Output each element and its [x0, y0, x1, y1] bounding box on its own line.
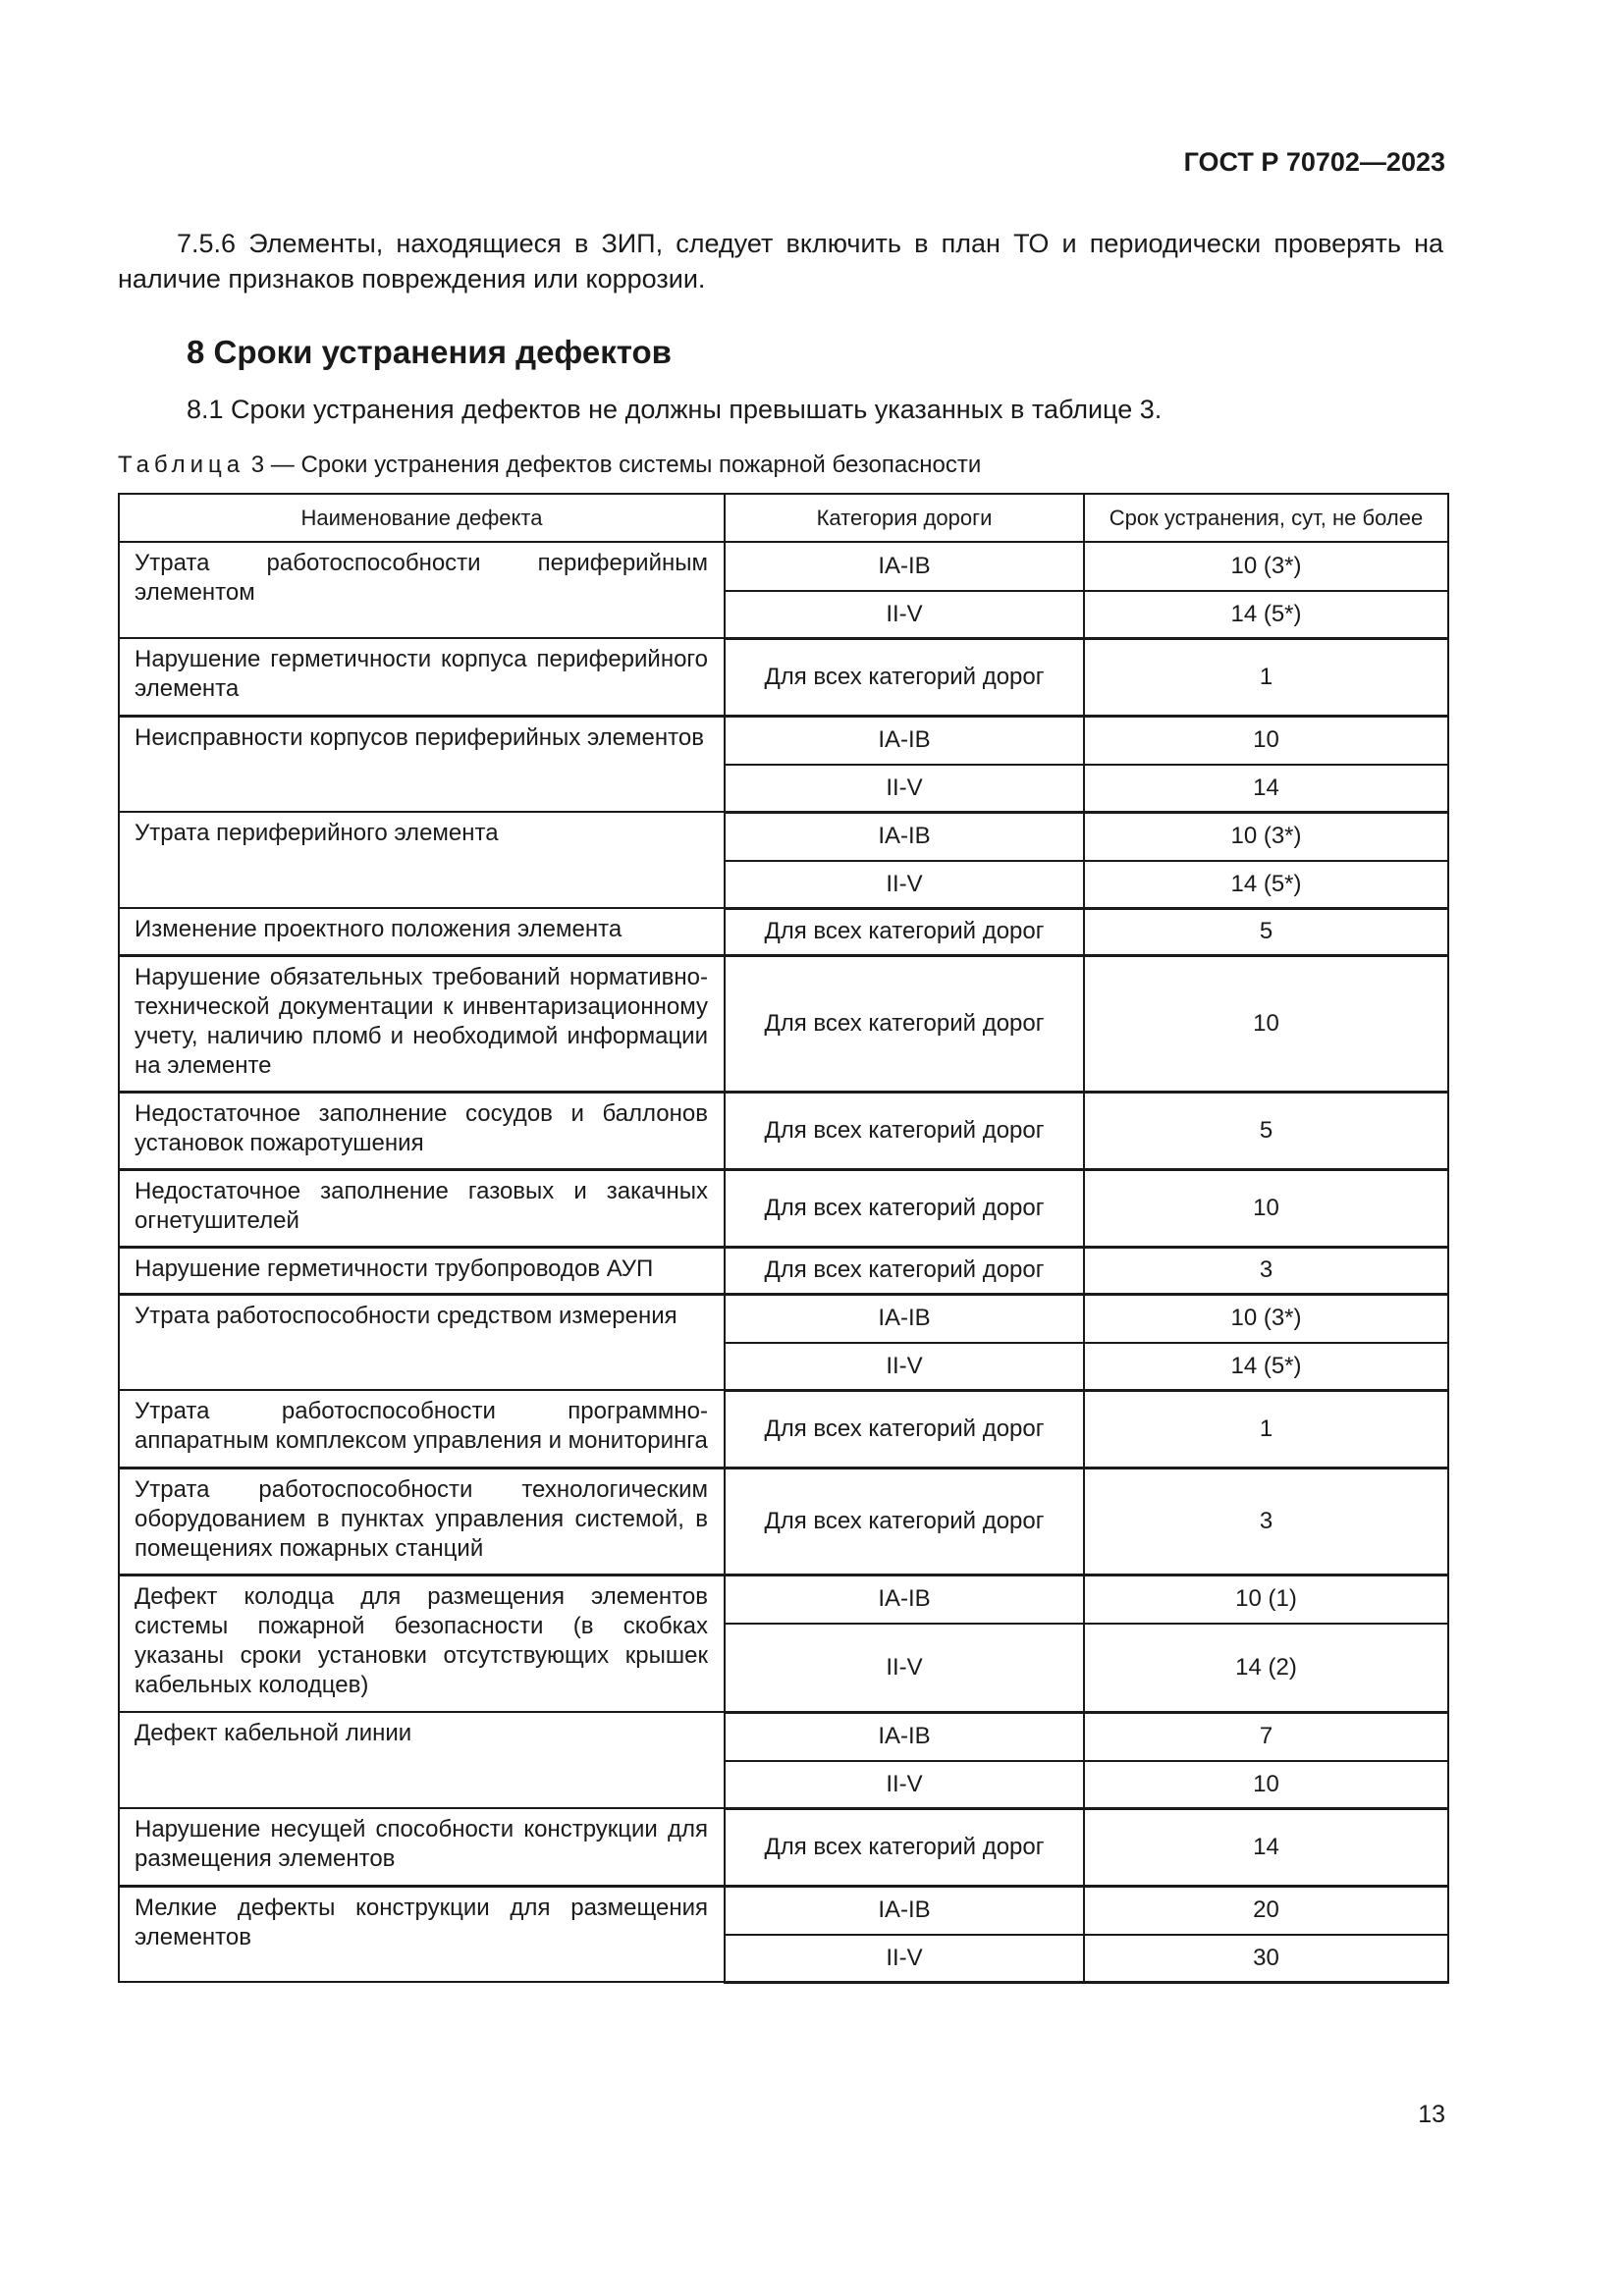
defect-name-cell: Нарушение несущей способности конструкции для размещения элементов [119, 1808, 725, 1886]
road-category-cell: IA-IB [725, 1886, 1084, 1935]
table-row [119, 1886, 1448, 1935]
defect-name-cell: Нарушение обязательных требований нормативно-технической документации к инвентаризационному учету, наличию пломб и необходимой информации на элементе [119, 955, 725, 1092]
table-row [119, 1468, 1448, 1575]
road-category-cell: Для всех категорий дорог [725, 1169, 1084, 1247]
fix-term-cell: 30 [1084, 1935, 1448, 1982]
section-title: 8 Сроки устранения дефектов [187, 334, 672, 370]
fix-term-cell: 7 [1084, 1712, 1448, 1761]
page-number: 13 [1418, 2101, 1445, 2128]
road-category-cell: Для всех категорий дорог [725, 955, 1084, 1092]
column-header-defect: Наименование дефекта [119, 494, 725, 542]
defect-name-cell: Дефект кабельной линии [119, 1712, 725, 1808]
table-row [119, 1092, 1448, 1169]
table-row [119, 1169, 1448, 1247]
fix-term-cell: 10 (1) [1084, 1575, 1448, 1624]
fix-term-cell: 3 [1084, 1468, 1448, 1575]
fix-term-cell: 10 [1084, 1761, 1448, 1808]
road-category-cell: Для всех категорий дорог [725, 908, 1084, 955]
defect-name-cell: Нарушение герметичности корпуса периферийного элемента [119, 638, 725, 716]
road-category-cell: Для всех категорий дорог [725, 1808, 1084, 1886]
fix-term-cell: 10 [1084, 1169, 1448, 1247]
table-caption-text: 3 — Сроки устранения дефектов системы пожарной безопасности [250, 452, 982, 478]
fix-term-cell: 5 [1084, 908, 1448, 955]
defect-name-cell: Дефект колодца для размещения элементов системы пожарной безопасности (в скобках указаны сроки установки отсутствующих крышек кабельных колодцев) [119, 1575, 725, 1712]
table-row [119, 638, 1448, 716]
road-category-cell: IA-IB [725, 542, 1084, 591]
fix-term-cell: 14 [1084, 1808, 1448, 1886]
table-row [119, 1390, 1448, 1468]
fix-term-cell: 10 (3*) [1084, 542, 1448, 591]
fix-term-cell: 14 (5*) [1084, 1343, 1448, 1390]
fix-term-cell: 14 [1084, 765, 1448, 812]
table-row [119, 542, 1448, 591]
defect-name-cell: Нарушение герметичности трубопроводов АУП [119, 1247, 725, 1294]
fix-term-cell: 10 [1084, 716, 1448, 765]
fix-term-cell: 20 [1084, 1886, 1448, 1935]
table-row [119, 908, 1448, 955]
fix-term-cell: 1 [1084, 1390, 1448, 1468]
fix-term-cell: 10 (3*) [1084, 1294, 1448, 1343]
table-body [119, 542, 1448, 1982]
section-paragraph: 8.1 Сроки устранения дефектов не должны превышать указанных в таблице 3. [187, 395, 1163, 424]
road-category-cell: IA-IB [725, 1712, 1084, 1761]
fix-term-cell: 14 (2) [1084, 1624, 1448, 1712]
document-code: ГОСТ Р 70702—2023 [1183, 147, 1445, 177]
table-row [119, 955, 1448, 1092]
table-row [119, 1294, 1448, 1343]
road-category-cell: IA-IB [725, 1294, 1084, 1343]
table-row [119, 1247, 1448, 1294]
intro-paragraph-text: 7.5.6 Элементы, находящиеся в ЗИП, следует включить в план ТО и периодически проверять на наличие признаков повреждения или коррозии. [118, 229, 1443, 294]
defect-name-cell: Утрата работоспособности технологическим оборудованием в пунктах управления системой, в помещениях пожарных станций [119, 1468, 725, 1575]
table-row [119, 812, 1448, 861]
defect-name-cell: Утрата работоспособности программно-аппаратным комплексом управления и мониторинга [119, 1390, 725, 1468]
road-category-cell: Для всех категорий дорог [725, 1390, 1084, 1468]
fix-term-cell: 1 [1084, 638, 1448, 716]
defect-name-cell: Утрата периферийного элемента [119, 812, 725, 908]
fix-term-cell: 5 [1084, 1092, 1448, 1169]
defect-name-cell: Неисправности корпусов периферийных элементов [119, 716, 725, 812]
defect-name-cell: Мелкие дефекты конструкции для размещения элементов [119, 1886, 725, 1982]
defect-name-cell: Изменение проектного положения элемента [119, 908, 725, 955]
road-category-cell: IA-IB [725, 716, 1084, 765]
defect-name-cell: Недостаточное заполнение газовых и закачных огнетушителей [119, 1169, 725, 1247]
fix-term-cell: 3 [1084, 1247, 1448, 1294]
road-category-cell: Для всех категорий дорог [725, 638, 1084, 716]
fix-term-cell: 10 [1084, 955, 1448, 1092]
road-category-cell: IA-IB [725, 1575, 1084, 1624]
road-category-cell: II-V [725, 861, 1084, 908]
road-category-cell: II-V [725, 765, 1084, 812]
intro-paragraph [118, 226, 1443, 296]
road-category-cell: II-V [725, 1343, 1084, 1390]
defect-name-cell: Утрата работоспособности периферийным элементом [119, 542, 725, 638]
table-row [119, 1808, 1448, 1886]
fix-term-cell: 10 (3*) [1084, 812, 1448, 861]
road-category-cell: IA-IB [725, 812, 1084, 861]
table-header-row [119, 494, 1448, 542]
table-row [119, 1712, 1448, 1761]
road-category-cell: II-V [725, 591, 1084, 638]
table-row [119, 716, 1448, 765]
table-caption [118, 452, 981, 479]
road-category-cell: Для всех категорий дорог [725, 1092, 1084, 1169]
road-category-cell: Для всех категорий дорог [725, 1247, 1084, 1294]
fix-term-cell: 14 (5*) [1084, 591, 1448, 638]
road-category-cell: II-V [725, 1624, 1084, 1712]
road-category-cell: Для всех категорий дорог [725, 1468, 1084, 1575]
fix-term-cell: 14 (5*) [1084, 861, 1448, 908]
column-header-term: Срок устранения, сут, не более [1084, 494, 1448, 542]
column-header-category: Категория дороги [725, 494, 1084, 542]
table-caption-label: Таблица [118, 452, 245, 478]
road-category-cell: II-V [725, 1761, 1084, 1808]
road-category-cell: II-V [725, 1935, 1084, 1982]
table-row [119, 1575, 1448, 1624]
defect-name-cell: Утрата работоспособности средством измерения [119, 1294, 725, 1390]
defects-table [118, 493, 1449, 1984]
defect-name-cell: Недостаточное заполнение сосудов и баллонов установок пожаротушения [119, 1092, 725, 1169]
